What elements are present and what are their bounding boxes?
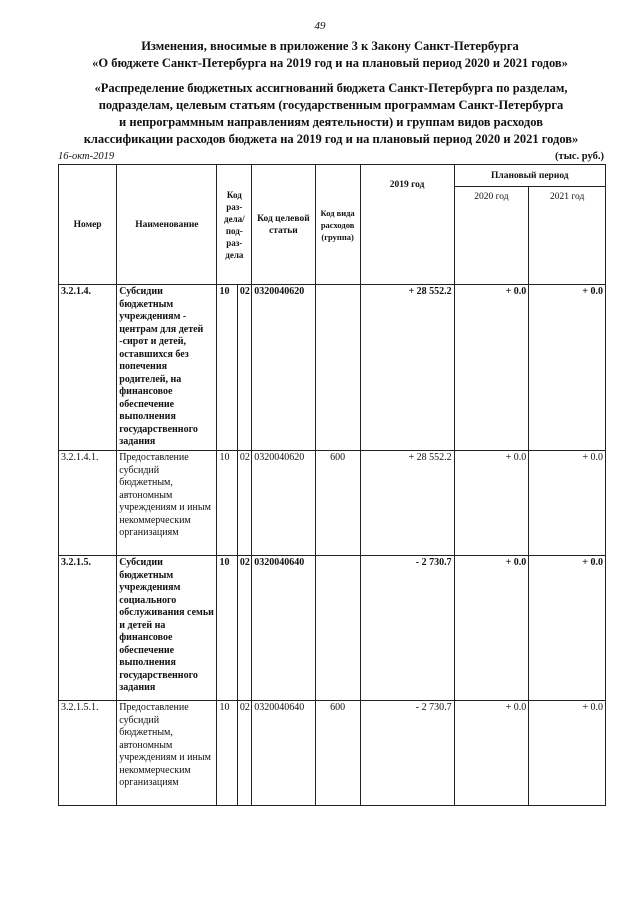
header-expense-type-code: Код вида расходов (группа) (315, 165, 360, 285)
budget-table (58, 164, 606, 806)
row-2019: - 2 730.7 (360, 556, 454, 701)
row-podrazdel: 02 (237, 701, 251, 806)
row-target-code: 0320040620 (252, 451, 315, 556)
header-2019: 2019 год (360, 165, 454, 285)
row-razdel: 10 (217, 556, 237, 701)
row-razdel: 10 (217, 451, 237, 556)
row-name: Предоставление субсидий бюджетным, автономным учреждениям и иным некоммерческим организациям (117, 701, 217, 806)
header-2020: 2020 год (454, 187, 529, 285)
row-2021: + 0.0 (529, 556, 606, 701)
table-row (59, 451, 606, 556)
row-name: Субсидии бюджетным учреждениям - центрам для детей -сирот и детей, оставшихся без попечения родителей, на финансовое обеспечение выполнения государственного задания (117, 285, 217, 451)
row-name: Предоставление субсидий бюджетным, автономным учреждениям и иным некоммерческим организациям (117, 451, 217, 556)
row-number: 3.2.1.4. (59, 285, 117, 451)
row-podrazdel: 02 (237, 556, 251, 701)
row-number: 3.2.1.4.1. (59, 451, 117, 556)
row-razdel: 10 (217, 701, 237, 806)
row-razdel: 10 (217, 285, 237, 451)
subtitle-line-2: подразделам, целевым статьям (государственным программам Санкт-Петербурга (98, 98, 564, 112)
table-row (59, 556, 606, 701)
document-title (50, 38, 610, 72)
title-line-1: Изменения, вносимые в приложение 3 к Закону Санкт-Петербурга (141, 39, 519, 53)
title-line-2: «О бюджете Санкт-Петербурга на 2019 год и на плановый период 2020 и 2021 годов» (92, 56, 568, 70)
header-2021: 2021 год (529, 187, 606, 285)
row-name: Субсидии бюджетным учреждениям социального обслуживания семьи и детей на финансовое обеспечение выполнения государственного задания (117, 556, 217, 701)
row-2020: + 0.0 (454, 451, 529, 556)
row-2020: + 0.0 (454, 556, 529, 701)
row-number: 3.2.1.5. (59, 556, 117, 701)
row-2021: + 0.0 (529, 285, 606, 451)
table-subtitle (56, 80, 606, 148)
row-2020: + 0.0 (454, 701, 529, 806)
row-2019: + 28 552.2 (360, 451, 454, 556)
header-number: Номер (59, 165, 117, 285)
table-row (59, 285, 606, 451)
row-target-code: 0320040640 (252, 701, 315, 806)
document-date: 16-окт-2019 (58, 151, 115, 162)
row-expense-type: 600 (315, 451, 360, 556)
row-number: 3.2.1.5.1. (59, 701, 117, 806)
row-expense-type (315, 285, 360, 451)
row-2019: - 2 730.7 (360, 701, 454, 806)
row-2019: + 28 552.2 (360, 285, 454, 451)
header-name: Наименование (117, 165, 217, 285)
table-row (59, 701, 606, 806)
row-2021: + 0.0 (529, 451, 606, 556)
page-number: 49 (314, 20, 326, 32)
header-planning-period: Плановый период (454, 165, 605, 187)
row-target-code: 0320040620 (252, 285, 315, 451)
row-podrazdel: 02 (237, 285, 251, 451)
subtitle-line-4: классификации расходов бюджета на 2019 год и на плановый период 2020 и 2021 годов» (83, 132, 579, 146)
row-expense-type: 600 (315, 701, 360, 806)
header-target-code: Код целевой статьи (252, 165, 315, 285)
subtitle-line-1: «Распределение бюджетных ассигнований бюджета Санкт-Петербурга по разделам, (94, 81, 568, 95)
row-target-code: 0320040640 (252, 556, 315, 701)
row-podrazdel: 02 (237, 451, 251, 556)
row-2021: + 0.0 (529, 701, 606, 806)
row-expense-type (315, 556, 360, 701)
subtitle-line-3: и непрограммным направлениям деятельности) и группам видов расходов (119, 115, 543, 129)
row-2020: + 0.0 (454, 285, 529, 451)
header-section-code: Код раз-дела/ под-раз-дела (217, 165, 252, 285)
unit-label: (тыс. руб.) (555, 151, 604, 162)
